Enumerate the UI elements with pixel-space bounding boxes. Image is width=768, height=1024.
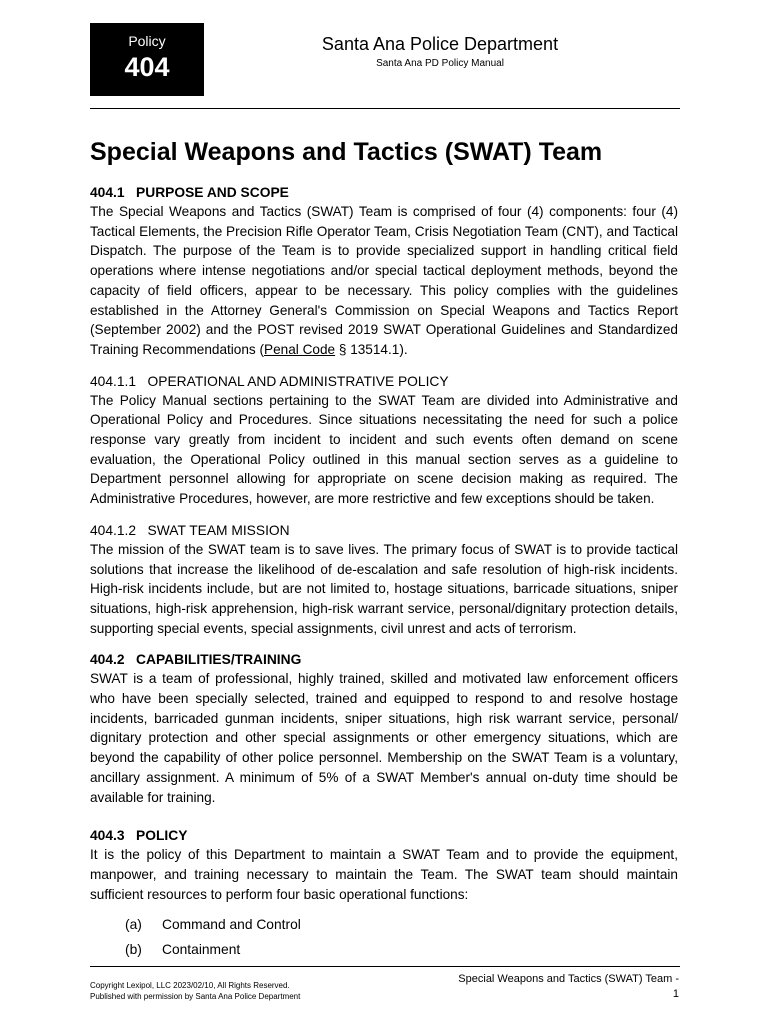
paragraph-text: § 13514.1). — [335, 341, 408, 357]
permission-text: Published with permission by Santa Ana Police Department — [90, 992, 301, 1001]
list-item — [90, 937, 678, 962]
section-heading-404-1-2 — [90, 521, 678, 540]
policy-number: 404 — [124, 52, 170, 82]
section-heading-404-3 — [90, 826, 678, 845]
section-heading-404-1 — [90, 183, 678, 202]
section-number: 404.1.1 — [90, 373, 137, 389]
list-item-text: Command and Control — [162, 917, 301, 933]
page-title: Special Weapons and Tactics (SWAT) Team — [90, 138, 603, 166]
section-heading-404-1-1 — [90, 372, 678, 391]
section-title: OPERATIONAL AND ADMINISTRATIVE POLICY — [147, 373, 449, 389]
department-name: Santa Ana Police Department — [321, 34, 559, 54]
list-marker: (a) — [125, 917, 142, 933]
paragraph-text: The Special Weapons and Tactics (SWAT) Team is comprised of four (4) components: four (4) Tactical Elements, the Precision Rifle Operator Team, Crisis Negotiation Team (CNT), and Tactical Dispatch. The purpose of the Team is to provide specialized support in handling critical field operations where intense negotiations and/or special tactical deployment methods, beyond the capacity of field officers, appear to be necessary. This policy complies with the guidelines established in the Attorney General's Commission on Special Weapons and Tactics Report (September 2002) and the POST revised 2019 SWAT Operational Guidelines and Standardized Training Recommendations ( — [90, 204, 678, 357]
section-title: POLICY — [136, 828, 188, 844]
function-list — [90, 912, 678, 962]
manual-name: Santa Ana PD Policy Manual — [376, 58, 504, 69]
header-divider — [90, 108, 680, 109]
section-number: 404.3 — [90, 828, 125, 844]
section-number: 404.1.2 — [90, 522, 137, 538]
section-number: 404.2 — [90, 652, 125, 668]
section-paragraph-404-1 — [90, 202, 678, 360]
section-paragraph-404-2: SWAT is a team of professional, highly trained, skilled and motivated law enforcement officers who have been specially selected, trained and equipped to respond to and resolve hostage incidents, barricaded gunman incidents, sniper situations, high risk warrant service, personal/ dignitary protection and other special assignments or other emergency situations, which are beyond the capability of other police personnel. Membership on the SWAT Team is a voluntary, ancillary assignment. A minimum of 5% of a SWAT Member's annual on-duty time should be available for training. — [90, 671, 678, 805]
footer-copyright — [90, 980, 300, 1002]
section-title: SWAT TEAM MISSION — [147, 522, 290, 538]
footer-doc-ref: Special Weapons and Tactics (SWAT) Team - — [458, 973, 679, 985]
footer-page-ref — [458, 972, 679, 1002]
section-heading-404-2 — [90, 650, 678, 669]
penal-code-link[interactable]: Penal Code — [264, 341, 336, 357]
list-item — [90, 912, 678, 937]
document-body — [90, 183, 678, 962]
copyright-text: Copyright Lexipol, LLC 2023/02/10, All Rights Reserved. — [90, 981, 290, 990]
section-number: 404.1 — [90, 185, 125, 200]
section-paragraph-404-1-1: The Policy Manual sections pertaining to the SWAT Team are divided into Administrative and Operational Policy and Procedures. Since situations necessitating the need for such a police response vary greatly from incident to incident and such events often demand on scene evaluation, the Operational Policy outlined in this manual section serves as a guideline to Department personnel allowing for appropriate on scene decision making as required. The Administrative Procedures, however, are more restrictive and few exceptions should be taken. — [90, 392, 678, 507]
list-item-text: Containment — [162, 942, 241, 958]
section-title: CAPABILITIES/TRAINING — [136, 652, 302, 668]
policy-label: Policy — [128, 33, 166, 49]
section-paragraph-404-3: It is the policy of this Department to maintain a SWAT Team and to provide the equipment, manpower, and training necessary to maintain the Team. The SWAT team should maintain sufficient resources to perform four basic operational functions: — [90, 847, 678, 902]
page-number: 1 — [672, 988, 679, 1000]
section-title: PURPOSE AND SCOPE — [136, 185, 289, 200]
list-marker: (b) — [125, 942, 142, 958]
footer-divider — [90, 966, 680, 967]
section-paragraph-404-1-2: The mission of the SWAT team is to save lives. The primary focus of SWAT is to provide tactical solutions that increase the likelihood of de-escalation and safe resolution of high-risk incidents. High-risk incidents include, but are not limited to, hostage situations, barricade situations, sniper situations, high-risk apprehension, high-risk warrant service, personal/dignitary protection details, supporting special events, special assignments, civil unrest and acts of terrorism. — [90, 541, 678, 636]
policy-badge — [90, 23, 204, 96]
